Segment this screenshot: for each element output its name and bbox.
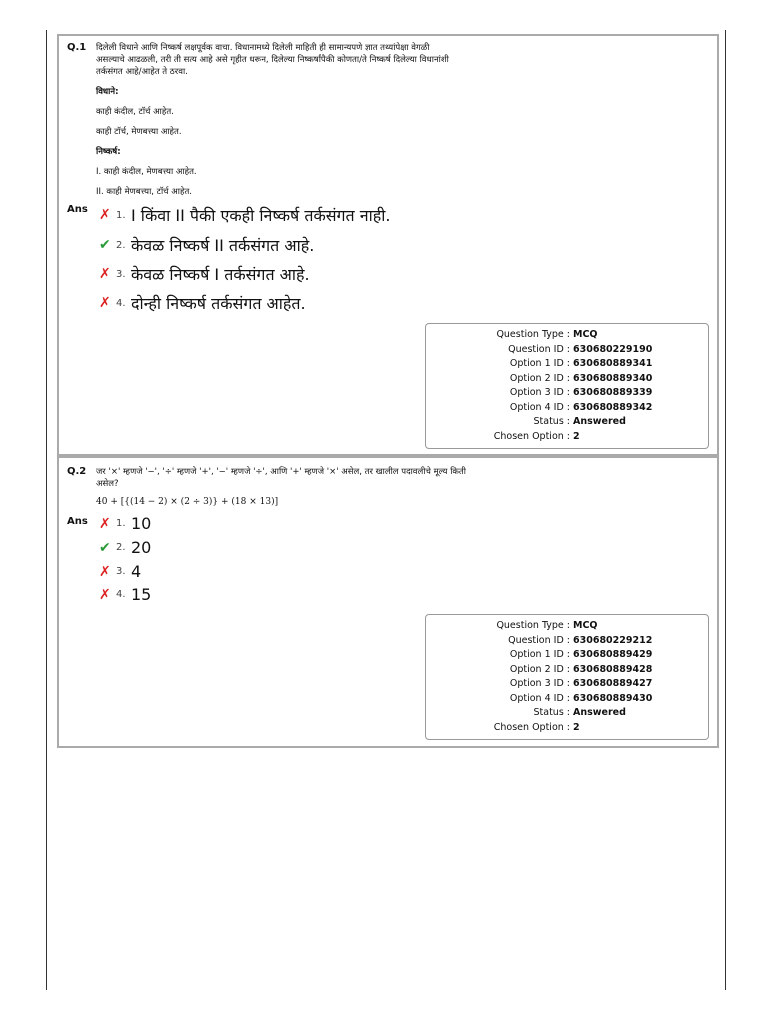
question-number: Q.1 bbox=[67, 42, 87, 53]
question-text bbox=[96, 466, 516, 508]
option-text: 20 bbox=[131, 538, 152, 557]
expression: 40 + [{(14 − 2) × (2 ÷ 3)} + (18 × 13)] bbox=[96, 497, 279, 507]
info-row: Question Type : MCQ bbox=[496, 620, 598, 631]
question-text bbox=[96, 42, 516, 206]
option-number: 3. bbox=[116, 566, 126, 577]
option-number: 3. bbox=[116, 268, 126, 280]
question-line: असल्याचे आढळली, तरी ती सत्य आहे असे गृहीत धरून, दिलेल्या निष्कर्षांपैकी कोणता/ते निष्कर्ष दिलेल्या विधानांशी bbox=[96, 55, 449, 65]
cross-icon: ✗ bbox=[99, 266, 111, 282]
info-row: Question Type : MCQ bbox=[496, 329, 598, 340]
info-row: Option 1 ID : 630680889429 bbox=[509, 649, 653, 660]
statement: काही टॉर्च, मेणबत्त्या आहेत. bbox=[96, 127, 182, 137]
info-row: Chosen Option : 2 bbox=[493, 430, 580, 442]
info-row: Option 2 ID : 630680889428 bbox=[509, 663, 653, 675]
option-text: केवळ निष्कर्ष I तर्कसंगत आहे. bbox=[131, 265, 310, 284]
option-number: 2. bbox=[116, 239, 126, 251]
cross-icon: ✗ bbox=[99, 563, 111, 580]
question-info-box bbox=[425, 614, 709, 740]
conclusion: II. काही मेणबत्त्या, टॉर्च आहेत. bbox=[96, 187, 193, 197]
option-text: 15 bbox=[131, 585, 152, 604]
answer-sheet-page bbox=[46, 30, 726, 990]
answer-option-4 bbox=[99, 585, 151, 604]
info-row: Option 3 ID : 630680889427 bbox=[509, 678, 653, 689]
answer-option-2 bbox=[99, 538, 151, 557]
ans-label: Ans bbox=[67, 516, 88, 527]
cross-icon: ✗ bbox=[99, 515, 111, 532]
answer-option-4 bbox=[99, 292, 306, 314]
question-block-1 bbox=[57, 34, 719, 456]
question-number: Q.2 bbox=[67, 466, 87, 477]
question-line: दिलेली विधाने आणि निष्कर्ष लक्षपूर्वक वाचा. विधानामध्ये दिलेली माहिती ही सामान्यपणे ज्ञात तथ्यांपेक्षा वेगळी bbox=[96, 43, 430, 53]
info-row: Option 1 ID : 630680889341 bbox=[509, 358, 653, 369]
option-text: 10 bbox=[131, 514, 152, 533]
option-number: 1. bbox=[116, 518, 126, 529]
check-icon: ✔ bbox=[99, 237, 111, 253]
cross-icon: ✗ bbox=[99, 207, 111, 223]
info-row: Option 4 ID : 630680889342 bbox=[509, 401, 653, 413]
cross-icon: ✗ bbox=[99, 295, 111, 311]
option-text: I किंवा II पैकी एकही निष्कर्ष तर्कसंगत नाही. bbox=[131, 206, 391, 225]
info-row: Option 3 ID : 630680889339 bbox=[509, 387, 653, 398]
answer-option-3 bbox=[99, 263, 310, 285]
conclusions-heading: निष्कर्ष: bbox=[96, 147, 121, 157]
info-row: Status : Answered bbox=[533, 416, 626, 427]
question-line: असेल? bbox=[96, 479, 119, 489]
option-number: 4. bbox=[116, 297, 126, 309]
answer-option-2 bbox=[99, 234, 314, 256]
option-number: 2. bbox=[116, 542, 126, 553]
option-number: 4. bbox=[116, 589, 126, 600]
statement: काही कंदील, टॉर्च आहेत. bbox=[96, 107, 174, 117]
info-row: Question ID : 630680229212 bbox=[508, 634, 653, 646]
info-row: Option 2 ID : 630680889340 bbox=[509, 372, 653, 384]
info-row: Chosen Option : 2 bbox=[493, 721, 580, 733]
info-row: Status : Answered bbox=[533, 707, 626, 718]
answer-option-1 bbox=[99, 514, 151, 533]
ans-label: Ans bbox=[67, 204, 88, 215]
option-number: 1. bbox=[116, 209, 126, 221]
check-icon: ✔ bbox=[99, 539, 111, 556]
info-row: Option 4 ID : 630680889430 bbox=[509, 692, 653, 704]
question-block-2 bbox=[57, 456, 719, 748]
option-text: 4 bbox=[131, 562, 142, 581]
option-text: दोन्ही निष्कर्ष तर्कसंगत आहेत. bbox=[131, 294, 306, 313]
question-info-box bbox=[425, 323, 709, 449]
info-row: Question ID : 630680229190 bbox=[508, 343, 653, 355]
answer-option-1 bbox=[99, 204, 391, 226]
question-line: जर '×' म्हणजे '−', '÷' म्हणजे '+', '−' म्हणजे '÷', आणि '+' म्हणजे '×' असेल, तर खालील पदावलीचे मूल्य किती bbox=[96, 467, 466, 477]
answer-option-3 bbox=[99, 562, 141, 581]
question-line: तर्कसंगत आहे/आहेत ते ठरवा. bbox=[96, 67, 188, 77]
statements-heading: विधाने: bbox=[96, 87, 119, 97]
conclusion: I. काही कंदील, मेणबत्त्या आहेत. bbox=[96, 167, 197, 177]
option-text: केवळ निष्कर्ष II तर्कसंगत आहे. bbox=[131, 236, 315, 255]
cross-icon: ✗ bbox=[99, 586, 111, 603]
